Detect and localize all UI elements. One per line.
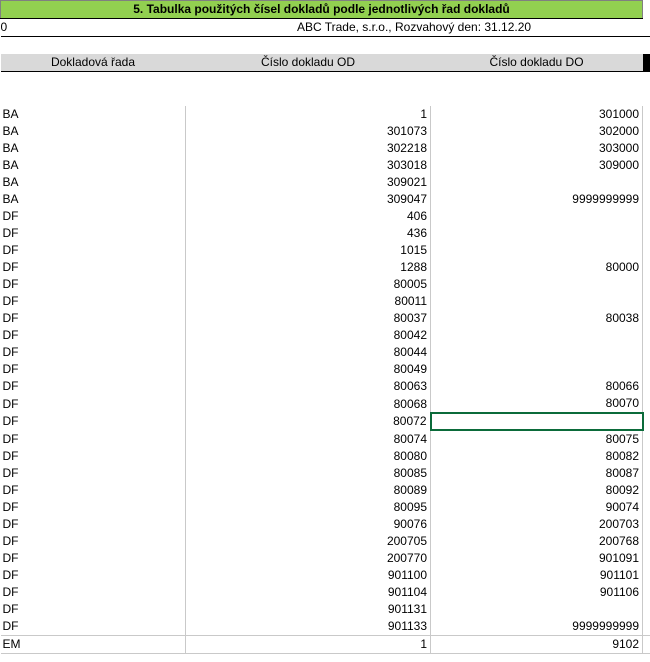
cell-number-to[interactable]: 80075 [431,430,643,448]
cell-number-from[interactable]: 80095 [186,499,431,516]
cell-number-from[interactable]: 200705 [186,533,431,550]
table-row[interactable] [1,430,650,448]
cell-number-from[interactable]: 301073 [186,123,431,140]
table-row[interactable] [1,242,650,259]
cell-number-from[interactable]: 80049 [186,361,431,378]
cell-series[interactable]: DF [1,361,186,378]
table-row[interactable] [1,499,650,516]
cell-number-to[interactable]: 80087 [431,465,643,482]
cell-row-end [643,378,650,395]
cell-number-from[interactable]: 80072 [186,413,431,430]
cell-series[interactable]: DF [1,601,186,618]
cell-number-from[interactable]: 90076 [186,516,431,533]
cell-series[interactable]: DF [1,499,186,516]
cell-number-to[interactable]: 80038 [431,310,643,327]
cell-number-to[interactable] [431,242,643,259]
cell-number-from[interactable]: 80080 [186,448,431,465]
cell-row-end [643,293,650,310]
title-row [1,1,650,19]
table-row[interactable] [1,174,650,191]
spacer-cell-3 [431,37,643,55]
cell-row-end [643,174,650,191]
info-left-value: 0 [1,19,186,37]
cell-row-end [643,567,650,584]
header-spacer2-cell-1 [1,89,186,106]
column-header-from: Číslo dokladu OD [186,54,431,72]
cell-series[interactable]: DF [1,430,186,448]
cell-number-from[interactable]: 901133 [186,618,431,636]
cell-row-end [643,242,650,259]
cell-number-to[interactable]: 302000 [431,123,643,140]
table-row[interactable] [1,378,650,395]
column-header-end-marker [643,54,650,72]
cell-row-end [643,618,650,636]
table-row[interactable] [1,465,650,482]
cell-number-from[interactable]: 406 [186,208,431,225]
table-row[interactable] [1,618,650,636]
cell-number-to[interactable]: 80066 [431,378,643,395]
header-spacer2-cell-3 [431,89,643,106]
cell-row-end [643,430,650,448]
cell-series[interactable]: DF [1,259,186,276]
header-spacer-row-2 [1,89,650,106]
table-row[interactable] [1,225,650,242]
cell-series[interactable]: BA [1,140,186,157]
cell-number-to[interactable]: 9999999999 [431,191,643,208]
page-title: 5. Tabulka použitých čísel dokladů podle jednotlivých řad dokladů [1,1,643,19]
table-row[interactable] [1,259,650,276]
table-row[interactable] [1,533,650,550]
cell-series[interactable]: BA [1,123,186,140]
cell-row-end [643,533,650,550]
cell-series[interactable]: BA [1,174,186,191]
table-row[interactable] [1,550,650,567]
cell-series[interactable]: DF [1,465,186,482]
table-row[interactable] [1,327,650,344]
cell-series[interactable]: BA [1,106,186,123]
table-row[interactable] [1,344,650,361]
cell-row-end [643,225,650,242]
cell-number-to[interactable]: 309000 [431,157,643,174]
table-row[interactable] [1,106,650,123]
cell-series[interactable]: DF [1,448,186,465]
cell-number-to[interactable]: 80070 [431,395,643,413]
header-spacer-row [1,72,650,90]
cell-series[interactable]: DF [1,516,186,533]
cell-series[interactable]: DF [1,550,186,567]
cell-series[interactable]: DF [1,584,186,601]
header-spacer-cell-2 [186,72,431,90]
cell-series[interactable]: BA [1,191,186,208]
cell-row-end [643,276,650,293]
cell-row-end [643,636,650,654]
cell-number-to[interactable]: 80092 [431,482,643,499]
cell-series[interactable]: EM [1,636,186,654]
cell-series[interactable]: DF [1,310,186,327]
cell-number-to[interactable] [431,293,643,310]
info-row [1,19,650,37]
cell-number-from[interactable]: 901131 [186,601,431,618]
spacer-cell-1 [1,37,186,55]
column-header-to: Číslo dokladu DO [431,54,643,72]
cell-number-to[interactable] [431,208,643,225]
cell-number-from[interactable]: 80068 [186,395,431,413]
cell-series[interactable]: BA [1,157,186,174]
cell-series[interactable]: DF [1,567,186,584]
cell-number-to[interactable]: 9999999999 [431,618,643,636]
cell-row-end [643,550,650,567]
table-row[interactable] [1,140,650,157]
table-row[interactable] [1,361,650,378]
cell-row-end [643,208,650,225]
cell-row-end [643,448,650,465]
cell-number-to[interactable] [431,413,643,430]
table-row[interactable] [1,567,650,584]
cell-number-from[interactable]: 303018 [186,157,431,174]
table-row[interactable] [1,482,650,499]
cell-number-to[interactable] [431,225,643,242]
table-row[interactable] [1,123,650,140]
header-spacer-cell-4 [643,72,650,90]
cell-number-from[interactable]: 80037 [186,310,431,327]
cell-number-to[interactable]: 901106 [431,584,643,601]
cell-number-from[interactable]: 80074 [186,430,431,448]
cell-row-end [643,310,650,327]
cell-row-end [643,499,650,516]
cell-row-end [643,140,650,157]
cell-series[interactable]: DF [1,344,186,361]
cell-number-from[interactable]: 200770 [186,550,431,567]
cell-row-end [643,516,650,533]
cell-number-to[interactable]: 80082 [431,448,643,465]
table-body [1,1,650,107]
cell-number-to[interactable]: 901091 [431,550,643,567]
column-header-series: Dokladová řada [1,54,186,72]
spacer-cell-2 [186,37,431,55]
cell-series[interactable]: DF [1,618,186,636]
cell-number-to[interactable] [431,601,643,618]
cell-row-end [643,465,650,482]
cell-series[interactable]: DF [1,225,186,242]
cell-row-end [643,191,650,208]
cell-series[interactable]: DF [1,482,186,499]
table-header-row [1,54,650,72]
cell-number-to[interactable]: 303000 [431,140,643,157]
table-row[interactable] [1,293,650,310]
cell-number-to[interactable]: 901101 [431,567,643,584]
cell-series[interactable]: DF [1,242,186,259]
cell-series[interactable]: DF [1,533,186,550]
cell-row-end [643,123,650,140]
cell-number-to[interactable] [431,361,643,378]
table-row[interactable] [1,413,650,430]
cell-number-to[interactable]: 301000 [431,106,643,123]
cell-number-to[interactable]: 90074 [431,499,643,516]
spacer-row [1,37,650,55]
cell-number-from[interactable]: 901104 [186,584,431,601]
cell-number-to[interactable]: 200703 [431,516,643,533]
cell-number-from[interactable]: 302218 [186,140,431,157]
cell-row-end [643,601,650,618]
cell-row-end [643,395,650,413]
cell-series[interactable]: DF [1,293,186,310]
cell-row-end [643,413,650,430]
cell-row-end [643,327,650,344]
cell-series[interactable]: DF [1,413,186,430]
table-row[interactable] [1,448,650,465]
cell-number-from[interactable]: 436 [186,225,431,242]
cell-number-from[interactable]: 80005 [186,276,431,293]
cell-number-from[interactable]: 1 [186,636,431,654]
cell-number-from[interactable]: 80011 [186,293,431,310]
table-row[interactable] [1,516,650,533]
cell-row-end [643,584,650,601]
table-row[interactable] [1,601,650,618]
cell-number-to[interactable] [431,344,643,361]
cell-number-from[interactable]: 1288 [186,259,431,276]
header-spacer2-cell-2 [186,89,431,106]
cell-row-end [643,259,650,276]
cell-number-to[interactable] [431,276,643,293]
cell-number-to[interactable]: 80000 [431,259,643,276]
cell-row-end [643,482,650,499]
cell-number-from[interactable]: 309021 [186,174,431,191]
cell-number-from[interactable]: 80042 [186,327,431,344]
data-rows [1,106,650,654]
table-row[interactable] [1,208,650,225]
cell-number-to[interactable]: 9102 [431,636,643,654]
info-row-end-cell [643,19,650,37]
cell-series[interactable]: DF [1,327,186,344]
cell-number-to[interactable] [431,174,643,191]
table-row[interactable] [1,395,650,413]
spacer-cell-4 [643,37,650,55]
cell-series[interactable]: DF [1,208,186,225]
cell-number-from[interactable]: 80044 [186,344,431,361]
cell-number-from[interactable]: 1015 [186,242,431,259]
cell-number-from[interactable]: 80089 [186,482,431,499]
header-spacer-cell-3 [431,72,643,90]
cell-row-end [643,157,650,174]
table-row[interactable] [1,636,650,654]
cell-series[interactable]: DF [1,378,186,395]
cell-row-end [643,344,650,361]
table-row[interactable] [1,157,650,174]
cell-row-end [643,361,650,378]
cell-number-from[interactable]: 309047 [186,191,431,208]
title-row-end-cell [643,1,650,19]
cell-series[interactable]: DF [1,395,186,413]
table-row[interactable] [1,276,650,293]
cell-number-from[interactable]: 1 [186,106,431,123]
header-spacer-cell-1 [1,72,186,90]
cell-series[interactable]: DF [1,276,186,293]
cell-number-to[interactable] [431,327,643,344]
cell-number-from[interactable]: 80063 [186,378,431,395]
table-row[interactable] [1,584,650,601]
header-spacer2-cell-4 [643,89,650,106]
cell-row-end [643,106,650,123]
cell-number-from[interactable]: 901100 [186,567,431,584]
table-row[interactable] [1,310,650,327]
table-row[interactable] [1,191,650,208]
company-and-date: ABC Trade, s.r.o., Rozvahový den: 31.12.20 [186,19,643,37]
cell-number-to[interactable]: 200768 [431,533,643,550]
cell-number-from[interactable]: 80085 [186,465,431,482]
